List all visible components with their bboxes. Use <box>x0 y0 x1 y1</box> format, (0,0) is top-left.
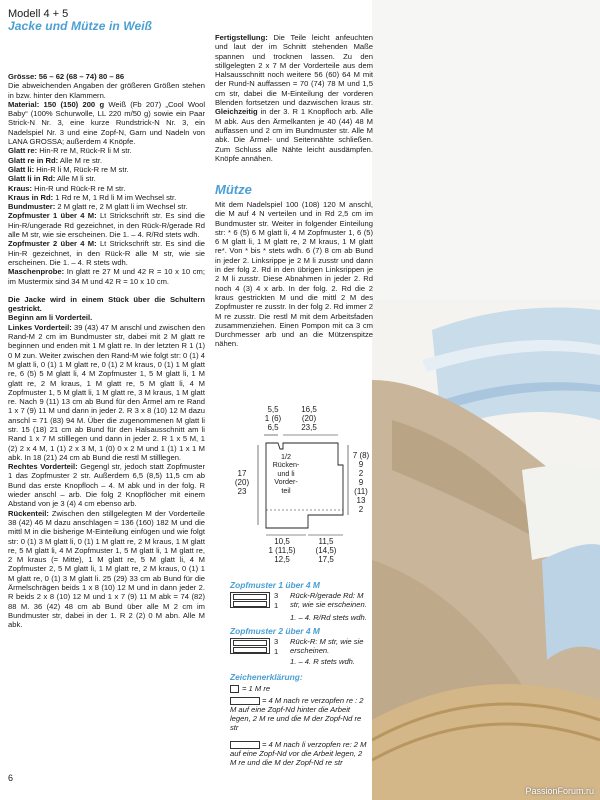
pattern-title: Jacke und Mütze in Weiß <box>8 19 153 33</box>
zopf1-repeat: 1. – 4. R/Rd stets wdh. <box>290 613 367 622</box>
zopf1-grid <box>230 592 270 608</box>
dim-right-e: (11) <box>354 487 368 496</box>
zopf2-row-1: 1 <box>274 647 279 656</box>
gleich-text: in der 3. R 1 Knopfloch arb. Alle M abk. Aus den Ärmelkanten je 40 (44) 48 M auffassen und 2 cm im Bundmuster str. Alle M abk. Die Ärmel- und Seitennähte schließen. Zum Schluss alle Nähte leicht ausdämpfen. Knöpfe annähen. <box>215 107 373 163</box>
dim-right-f: 13 <box>356 496 366 505</box>
beginn-note: Beginn am li Vorderteil. <box>8 313 93 323</box>
dim-right-d: 9 <box>358 478 364 487</box>
zopf2-plain-row <box>233 647 267 653</box>
schematic-diagram <box>228 405 378 570</box>
rechtes-label: Rechtes Vorderteil: <box>8 462 78 472</box>
zopf2-desc: Rück-R: M str, wie sie erscheinen. <box>290 637 364 655</box>
linkes-text: 39 (43) 47 M anschl und zwischen den Rand-M 2 cm im Bundmuster str, dabei mit 2 M glatt re beginnen und enden mit 1 M glatt re. In der letzten R 1 (1) 0 M zun. Weiter zwischen den Rand-M wie folgt str: 0 (1) 4 M glatt li, 0 (1) 1 M glatt re, 0 (1) 2 M kraus, 0 (1) 1 M glatt re, 6 (5) 5 M glatt li, 4 M Zopfmuster 1, 5 M glatt li, 1 M glatt re, 2 M kraus, 1 M glatt re, 5 M glatt li, 4 M Zopfmuster 1, 5 M glatt li, 1 M glatt re, 3 M kraus, 1 M glatt re. Nach 9 (11) 13 cm ab Bund für den Ärmel am re Rand 1 x 7 (9) 11 M und dann in jeder 2. R 3 x 8 (10) 12 M dazu anschl = 71 (83) 94 M. Über die zugenommenen M glatt li str. 15 (18) 21 cm ab Bund für den Halsausschnitt am li Rand 1 x 7 M stilllegen und dann in jeder 2. R 1 x 5 M, 1 (2) 2 x 4 M, 1 (1) 2 x 3 M, 1 (0) 0 x 2 M und 1 (1) 1 x 1 M abk. In 18 (21) 24 cm ab Bund die restl M stilllegen. <box>8 322 205 462</box>
label-und: und li <box>277 468 295 478</box>
dim-right-b: 9 <box>358 460 364 469</box>
gleich-label: Gleichzeitig <box>215 107 258 117</box>
dim-top-left <box>262 405 284 432</box>
dim-top-left-c: 6,5 <box>267 423 279 432</box>
dim-bottom-left-c: 12,5 <box>274 555 290 564</box>
zopf2-repeat: 1. – 4. R stets wdh. <box>290 657 355 666</box>
glatt-re-rd-text: Alle M re str. <box>58 155 103 165</box>
zopf2-grid <box>230 638 270 654</box>
maschenprobe-text: In glatt re 27 M und 42 R = 10 x 10 cm; im Mustermix sind 34 M und 42 R = 10 x 10 cm. <box>8 267 205 286</box>
maschenprobe-label: Maschenprobe: <box>8 267 65 277</box>
zopf2-text: Lt Strickschrift str. Es sind die Hin-R gezeichnet, in den Rück-R alle M str, wie sie erscheinen. Die 1. – 4. R stets wdh. <box>8 239 206 267</box>
label-vorder: Vorder- <box>274 477 298 487</box>
kraus-rd-text: 1 Rd re M, 1 Rd li M im Wechsel str. <box>53 192 177 202</box>
size-label: Grösse: 56 – 62 (68 – 74) 80 – 86 <box>8 72 125 81</box>
left-column <box>8 72 205 630</box>
kraus-rd-label: Kraus in Rd: <box>8 192 54 202</box>
zopf1-text: Lt Strickschrift str. Es sind die Hin-R/ungerade Rd gezeichnet, in den Rück-R/gerade Rd alle M str, wie sie erscheinen. Die 1. – 4. R/Rd stets wdh. <box>8 211 206 240</box>
dim-right-c: 2 <box>358 469 364 478</box>
legend-item-knit: = 1 M re <box>242 684 271 693</box>
dim-left-b: (20) <box>234 478 250 487</box>
glatt-li-text: Hin-R li M, Rück-R re M str. <box>34 164 129 174</box>
piece-label <box>268 453 304 495</box>
ruecken-label: Rückenteil: <box>8 508 49 518</box>
size-note: Die abweichenden Angaben der größeren Größen stehen in bzw. hinter den Klammern. <box>8 81 205 100</box>
dim-top-right-a: 16,5 <box>301 405 317 414</box>
page-number: 6 <box>8 773 14 783</box>
dim-right-g: 2 <box>358 505 364 514</box>
half-mark: 1/2 <box>281 452 291 461</box>
jacke-intro: Die Jacke wird in einem Stück über die Schultern gestrickt. <box>8 294 205 314</box>
zopf2-label: Zopfmuster 2 über 4 M: <box>8 239 97 249</box>
dim-bottom-right <box>308 537 344 564</box>
legend-item-cable-left: = 4 M nach li verzopfen re: 2 M auf eine Zopf-Nd vor die Arbeit legen, 2 M re und die M der Zopf-Nd re str <box>230 740 367 767</box>
bund-text: 2 M glatt re, 2 M glatt li im Wechsel str. <box>55 202 188 212</box>
glatt-re-text: Hin-R re M, Rück-R li M str. <box>37 146 132 156</box>
material-text: Weiß (Fb 207) „Cool Wool Baby“ (100% Schurwolle, LL 220 m/50 g) sowie ein Paar Strick-N Nr. 3, eine kurze Rundstrick-N Nr. 3, ein Nadelspiel Nr. 3 und eine Zopf-N, Garn und Nadeln von LANA GROSSA; außerdem 4 Knöpfe. <box>8 99 206 147</box>
zopf2-cable-symbol <box>233 640 267 646</box>
legend-item-cable-right: = 4 M nach re verzopfen re : 2 M auf eine Zopf-Nd hinter die Arbeit legen, 2 M re und die M der Zopf-Nd re str <box>230 696 364 732</box>
dim-bottom-right-a: 11,5 <box>318 537 334 546</box>
glatt-re-label: Glatt re: <box>8 146 38 156</box>
dim-left <box>230 469 254 496</box>
material-label: Material: 150 (150) 200 g <box>8 99 105 109</box>
dim-right-a: 7 (8) <box>352 451 370 460</box>
dim-top-left-b: 1 (6) <box>264 414 282 423</box>
watermark: PassionForum.ru <box>525 786 594 796</box>
muetze-text: Mit dem Nadelspiel 100 (108) 120 M anschl, die M auf 4 N verteilen und in Rd 2,5 cm im Bundmuster str. Weiter in folgender Einteilung str: * 6 (5) 6 M glatt li, 4 M Zopfmuster 1, 6 (5) 6 M glatt li, 1 M glatt re, 2 M kraus, 1 M glatt re*. Von * bis * stets wdh. 6 (7) 8 cm ab Bund in jeder 2. Linksrippe je 2 M li zusstr und dann in der folg 2. Rd in den übrigen Linksrippen je 2 M li zusstr. Diese Abnahmen in jeder 2. Rd noch 4 (3) 4 x arb. In der folg. 2. Rd die 2 kraus gestrickten M und die mittl 2 M des Zopfmuster re zusstr. In der folg 2. Rd immer 2 M re zusstr. Die restl M mit dem Arbeitsfaden zusammenziehen. Einen Pompon mit ca 3 cm Durchmesser arb und an die Mützenspitze nähen. <box>215 200 373 349</box>
fertig-label: Fertigstellung: <box>215 33 268 42</box>
legend-knit-symbol <box>230 685 239 693</box>
legend-heading: Zeichenerklärung: <box>230 672 303 682</box>
zopf1-row-1: 1 <box>274 601 279 610</box>
fertig-text: Die Teile leicht anfeuchten und laut der im Schnitt stehenden Maße spannen und trocknen lassen. Zu den stillgelegten 2 x 7 M der Vorderteile aus dem Halsausschnitt noch weitere 56 (60) 64 M mit der Rund-N auffassen = 70 (74) 78 M und 1,5 cm str, dabei die M-Einteilung der vorderen Blenden fortsetzen und dazwischen kraus str. <box>215 33 373 108</box>
bund-label: Bundmuster: <box>8 202 56 212</box>
glatt-re-rd-label: Glatt re in Rd: <box>8 155 59 165</box>
zopf1-label: Zopfmuster 1 über 4 M: <box>8 211 97 221</box>
dim-bottom-right-c: 17,5 <box>318 555 334 564</box>
kraus-label: Kraus: <box>8 183 33 193</box>
kraus-text: Hin-R und Rück-R re M str. <box>32 183 126 193</box>
zopf1-desc: Rück-R/gerade Rd: M str, wie sie erscheinen. <box>290 591 367 609</box>
zopf1-heading: Zopfmuster 1 über 4 M <box>230 580 320 590</box>
rechtes-text: Gegengl str, jedoch statt Zopfmuster 1 das Zopfmuster 2 str. Außerdem 6,5 (8,5) 11,5 cm ab Bund das erste Knopfloch – 4. M abk und in der folg. R wieder anschl – arb. Die folg 2 Knopflöcher mit einem Abstand von je 3 (4) 4 cm ebenso arb. <box>8 462 205 509</box>
baby-photo <box>372 0 600 800</box>
glatt-li-label: Glatt li: <box>8 164 35 174</box>
dim-top-right-b: (20) <box>301 414 317 423</box>
dim-left-c: 23 <box>237 487 247 496</box>
dim-bottom-left-a: 10,5 <box>274 537 290 546</box>
label-teil: teil <box>281 485 291 495</box>
ruecken-text: Zwischen den stillgelegten M der Vorderteile 38 (42) 46 M dazu anschlagen = 136 (160) 182 M und die mittl M in die bisherige M-Einteilung einfügen und wie folgt str: 0 (1) 3 M glatt li, 0 (1) 1 M glatt re, 2 M kraus, 1 M glatt re, 5 M glatt li, 4 M Zopfmuster 1, 5 M glatt li, 1 M glatt re, 2 M kraus (= Mitte), 1 M glatt re, 5 M glatt li, 4 M Zopfmuster 2, 5 M glatt li, 1 M glatt re, 2 M kraus, 0 (1) 1 M glatt re, 0 (1) 3 M glatt li. 25 (29) 33 cm ab Bund für die Ärmelschrägen beids 1 x 8 (10) 12 M und in dann jeder 2. R beids 2 x 8 (10) 12 M und 1 x 7 (9) 11 M abk = 74 (82) 88 M. 36 (42) 48 cm ab Bund über alle M 2 cm im Bundmuster str, dabei in der 1. R 2 (2) 0 M abn. Alle M abk. <box>8 508 205 630</box>
dim-top-left-a: 5,5 <box>267 405 279 414</box>
dim-top-right-c: 23,5 <box>301 423 317 432</box>
linkes-label: Linkes Vorderteil: <box>8 322 72 332</box>
dim-top-right <box>294 405 324 432</box>
middle-column <box>215 33 373 163</box>
dim-left-a: 17 <box>237 469 247 478</box>
muetze-title: Mütze <box>215 182 252 197</box>
dim-bottom-right-b: (14,5) <box>315 546 337 555</box>
glatt-li-rd-label: Glatt li in Rd: <box>8 174 56 184</box>
zopf1-plain-row <box>233 601 267 607</box>
label-ruecken: Rücken- <box>272 460 300 470</box>
zopf2-row-3: 3 <box>274 637 279 646</box>
glatt-li-rd-text: Alle M li str. <box>55 174 96 184</box>
muetze-column <box>215 200 373 349</box>
dim-bottom-left <box>262 537 302 564</box>
zopf1-row-3: 3 <box>274 591 279 600</box>
dim-bottom-left-b: 1 (11,5) <box>268 546 296 555</box>
model-number: Modell 4 + 5 <box>8 8 69 20</box>
dim-right <box>346 451 376 514</box>
zopf1-cable-symbol <box>233 594 267 600</box>
zopf2-heading: Zopfmuster 2 über 4 M <box>230 626 320 636</box>
